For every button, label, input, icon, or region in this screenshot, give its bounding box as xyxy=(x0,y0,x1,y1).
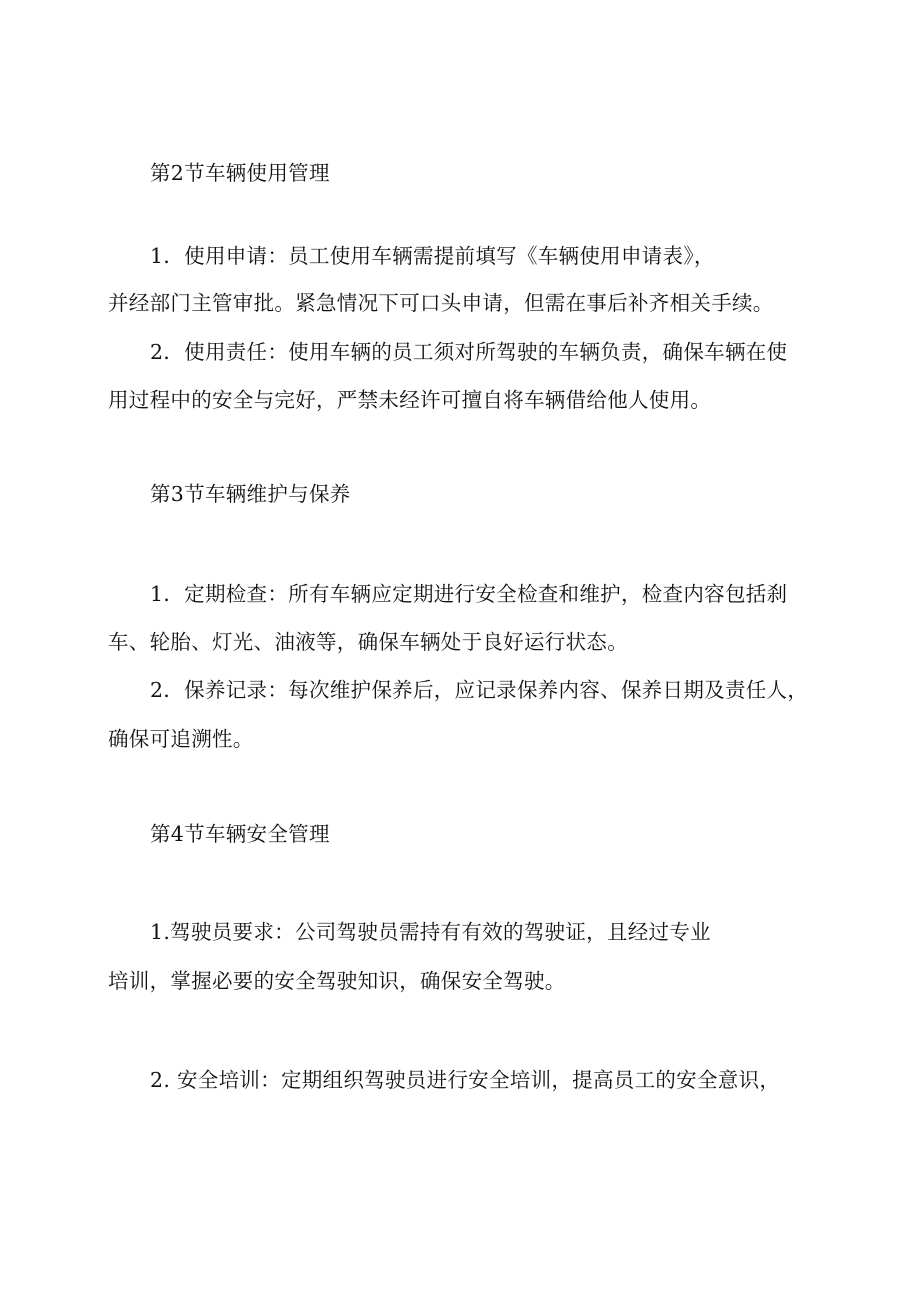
section-heading-2: 第2节车辆使用管理 xyxy=(150,161,330,185)
section-heading-4: 第4节车辆安全管理 xyxy=(150,822,330,846)
paragraph-line: 并经部门主管审批。紧急情况下可口头申请，但需在事后补齐相关手续。 xyxy=(108,291,774,315)
paragraph-line: 1.驾驶员要求：公司驾驶员需持有有效的驾驶证，且经过专业 xyxy=(150,920,711,944)
paragraph-line: 1．定期检查：所有车辆应定期进行安全检查和维护，检查内容包括刹 xyxy=(150,582,788,606)
paragraph-line: 2. 安全培训：定期组织驾驶员进行安全培训，提高员工的安全意识， xyxy=(150,1068,781,1092)
paragraph-line: 用过程中的安全与完好，严禁未经许可擅自将车辆借给他人使用。 xyxy=(108,388,712,412)
paragraph-line: 确保可追溯性。 xyxy=(108,727,254,751)
paragraph-line: 培训，掌握必要的安全驾驶知识，确保安全驾驶。 xyxy=(108,969,566,993)
paragraph-line: 1．使用申请：员工使用车辆需提前填写《车辆使用申请表》， xyxy=(150,244,715,268)
section-heading-3: 第3节车辆维护与保养 xyxy=(150,482,351,506)
paragraph-line: 2．保养记录：每次维护保养后，应记录保养内容、保养日期及责任人， xyxy=(150,678,809,702)
paragraph-line: 车、轮胎、灯光、油液等，确保车辆处于良好运行状态。 xyxy=(108,630,628,654)
paragraph-line: 2．使用责任：使用车辆的员工须对所驾驶的车辆负责，确保车辆在使 xyxy=(150,340,788,364)
